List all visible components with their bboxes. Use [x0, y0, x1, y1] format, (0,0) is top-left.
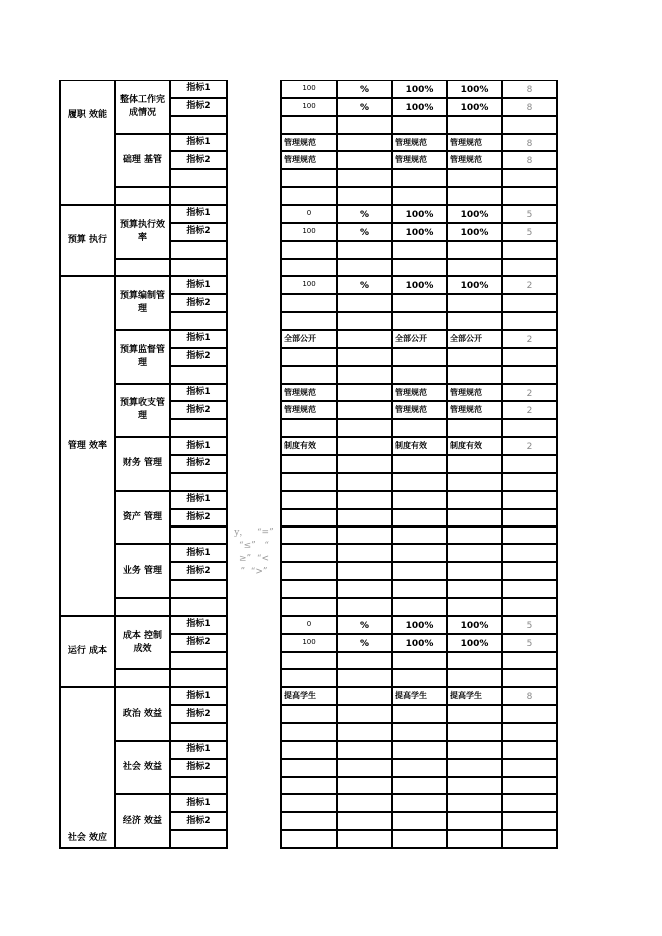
value-cell[interactable]: 制度有效	[391, 436, 448, 456]
value-cell[interactable]: 2	[501, 275, 558, 295]
value-cell[interactable]: %	[336, 80, 393, 99]
indicator-cell[interactable]: 指标1	[169, 436, 228, 456]
indicator-cell[interactable]: 指标2	[169, 347, 228, 367]
value-cell[interactable]: %	[336, 204, 393, 224]
group-label: 财务 管理	[114, 436, 171, 492]
value-cell[interactable]: %	[336, 615, 393, 635]
indicator-cell[interactable]: 指标2	[169, 97, 228, 117]
value-cell[interactable]: 5	[501, 204, 558, 224]
section-label: 管理 效率	[59, 275, 116, 616]
value-cell[interactable]: 全部公开	[391, 329, 448, 349]
value-cell[interactable]: 全部公开	[280, 329, 338, 349]
value-cell[interactable]: 100%	[446, 633, 503, 653]
indicator-cell[interactable]: 指标2	[169, 293, 228, 313]
group-label: 预算编制管理	[114, 275, 171, 331]
value-cell[interactable]: %	[336, 97, 393, 117]
value-cell[interactable]: 5	[501, 615, 558, 635]
value-cell[interactable]: 100%	[446, 222, 503, 242]
value-cell[interactable]: 8	[501, 686, 558, 706]
value-cell[interactable]: %	[336, 633, 393, 653]
value-cell[interactable]	[391, 508, 448, 528]
value-cell[interactable]: 管理规范	[391, 383, 448, 403]
value-cell[interactable]: 管理规范	[280, 150, 338, 170]
operator-note: y， “=” “≤” “ ≥” “< ” “>”	[234, 528, 274, 577]
indicator-cell[interactable]: 指标2	[169, 633, 228, 653]
section-label: 预算 执行	[59, 204, 116, 277]
indicator-cell[interactable]: 指标1	[169, 793, 228, 813]
value-cell[interactable]: 100%	[391, 80, 448, 99]
section-label: 社会 效应	[59, 686, 116, 849]
value-cell[interactable]: 100%	[391, 275, 448, 295]
value-cell[interactable]: 5	[501, 222, 558, 242]
value-cell[interactable]: 管理规范	[391, 400, 448, 420]
indicator-cell[interactable]: 指标1	[169, 383, 228, 403]
value-cell[interactable]: 100%	[391, 204, 448, 224]
value-cell[interactable]: 提高学生	[280, 686, 338, 706]
value-cell[interactable]: 100	[280, 80, 338, 99]
value-cell[interactable]: 管理规范	[280, 400, 338, 420]
value-cell[interactable]	[501, 829, 558, 849]
value-cell[interactable]: %	[336, 275, 393, 295]
indicator-cell[interactable]: 指标2	[169, 508, 228, 528]
value-cell[interactable]: 100%	[446, 97, 503, 117]
value-cell[interactable]	[280, 829, 338, 849]
value-cell[interactable]	[336, 829, 393, 849]
group-label: 资产 管理	[114, 490, 171, 546]
value-cell[interactable]: 100	[280, 633, 338, 653]
indicator-cell[interactable]: 指标1	[169, 275, 228, 295]
group-label: 业务 管理	[114, 543, 171, 599]
group-label: 社会 效益	[114, 740, 171, 796]
section-label: 运行 成本	[59, 615, 116, 688]
value-cell[interactable]: 全部公开	[446, 329, 503, 349]
value-cell[interactable]: 100%	[446, 204, 503, 224]
indicator-cell[interactable]: 指标1	[169, 543, 228, 563]
value-cell[interactable]: 管理规范	[446, 150, 503, 170]
indicator-cell[interactable]: 指标2	[169, 811, 228, 831]
value-cell[interactable]: 管理规范	[391, 150, 448, 170]
value-cell[interactable]	[446, 829, 503, 849]
value-cell[interactable]: 制度有效	[280, 436, 338, 456]
value-cell[interactable]: 5	[501, 633, 558, 653]
value-cell[interactable]: 提高学生	[391, 686, 448, 706]
value-cell[interactable]: 2	[501, 400, 558, 420]
value-cell[interactable]: 0	[280, 615, 338, 635]
group-label: 预算执行效率	[114, 204, 171, 260]
indicator-table	[0, 80, 662, 852]
indicator-cell[interactable]: 指标2	[169, 561, 228, 581]
indicator-cell[interactable]: 指标1	[169, 204, 228, 224]
group-label: 础理 基管	[114, 133, 171, 189]
value-cell[interactable]: 管理规范	[446, 133, 503, 153]
indicator-cell[interactable]: 指标1	[169, 133, 228, 153]
value-cell[interactable]: 8	[501, 133, 558, 153]
value-cell[interactable]: 100	[280, 275, 338, 295]
value-cell[interactable]	[391, 829, 448, 849]
value-cell[interactable]: 2	[501, 383, 558, 403]
value-cell[interactable]: 100%	[446, 80, 503, 99]
indicator-cell[interactable]: 指标1	[169, 686, 228, 706]
group-label: 经济 效益	[114, 793, 171, 849]
value-cell[interactable]: 管理规范	[446, 400, 503, 420]
value-cell[interactable]: 管理规范	[280, 383, 338, 403]
indicator-cell[interactable]: 指标1	[169, 490, 228, 510]
value-cell[interactable]: 0	[280, 204, 338, 224]
value-cell[interactable]: %	[336, 222, 393, 242]
group-label: 成本 控制成效	[114, 615, 171, 671]
indicator-cell[interactable]	[169, 829, 228, 849]
value-cell[interactable]: 100%	[391, 97, 448, 117]
value-cell[interactable]: 管理规范	[446, 383, 503, 403]
group-label: 政治 效益	[114, 686, 171, 742]
value-cell[interactable]: 100%	[446, 275, 503, 295]
value-cell[interactable]: 8	[501, 97, 558, 117]
indicator-cell[interactable]: 指标1	[169, 740, 228, 760]
section-label: 履职 效能	[59, 80, 116, 206]
value-cell[interactable]: 提高学生	[446, 686, 503, 706]
value-cell[interactable]	[446, 508, 503, 528]
indicator-cell[interactable]: 指标2	[169, 222, 228, 242]
indicator-cell[interactable]: 指标1	[169, 329, 228, 349]
value-cell[interactable]: 管理规范	[280, 133, 338, 153]
value-cell[interactable]	[280, 508, 338, 528]
value-cell[interactable]: 8	[501, 150, 558, 170]
value-cell[interactable]: 100	[280, 97, 338, 117]
group-label: 整体工作完成情况	[114, 80, 171, 135]
value-cell[interactable]	[336, 508, 393, 528]
value-cell[interactable]: 100%	[391, 222, 448, 242]
value-cell[interactable]: 8	[501, 80, 558, 99]
value-cell[interactable]: 管理规范	[391, 133, 448, 153]
indicator-cell[interactable]: 指标2	[169, 400, 228, 420]
indicator-cell[interactable]: 指标2	[169, 454, 228, 474]
group-label: 预算监督管理	[114, 329, 171, 385]
indicator-cell[interactable]: 指标1	[169, 80, 228, 99]
value-cell[interactable]: 100%	[391, 633, 448, 653]
value-cell[interactable]	[501, 508, 558, 528]
value-cell[interactable]: 100%	[446, 615, 503, 635]
value-cell[interactable]: 2	[501, 329, 558, 349]
indicator-cell[interactable]: 指标1	[169, 615, 228, 635]
indicator-cell[interactable]: 指标2	[169, 704, 228, 724]
value-cell[interactable]: 制度有效	[446, 436, 503, 456]
value-cell[interactable]: 2	[501, 436, 558, 456]
indicator-cell[interactable]: 指标2	[169, 150, 228, 170]
indicator-cell[interactable]: 指标2	[169, 758, 228, 778]
value-cell[interactable]: 100	[280, 222, 338, 242]
value-cell[interactable]: 100%	[391, 615, 448, 635]
group-label: 预算收支管理	[114, 383, 171, 439]
